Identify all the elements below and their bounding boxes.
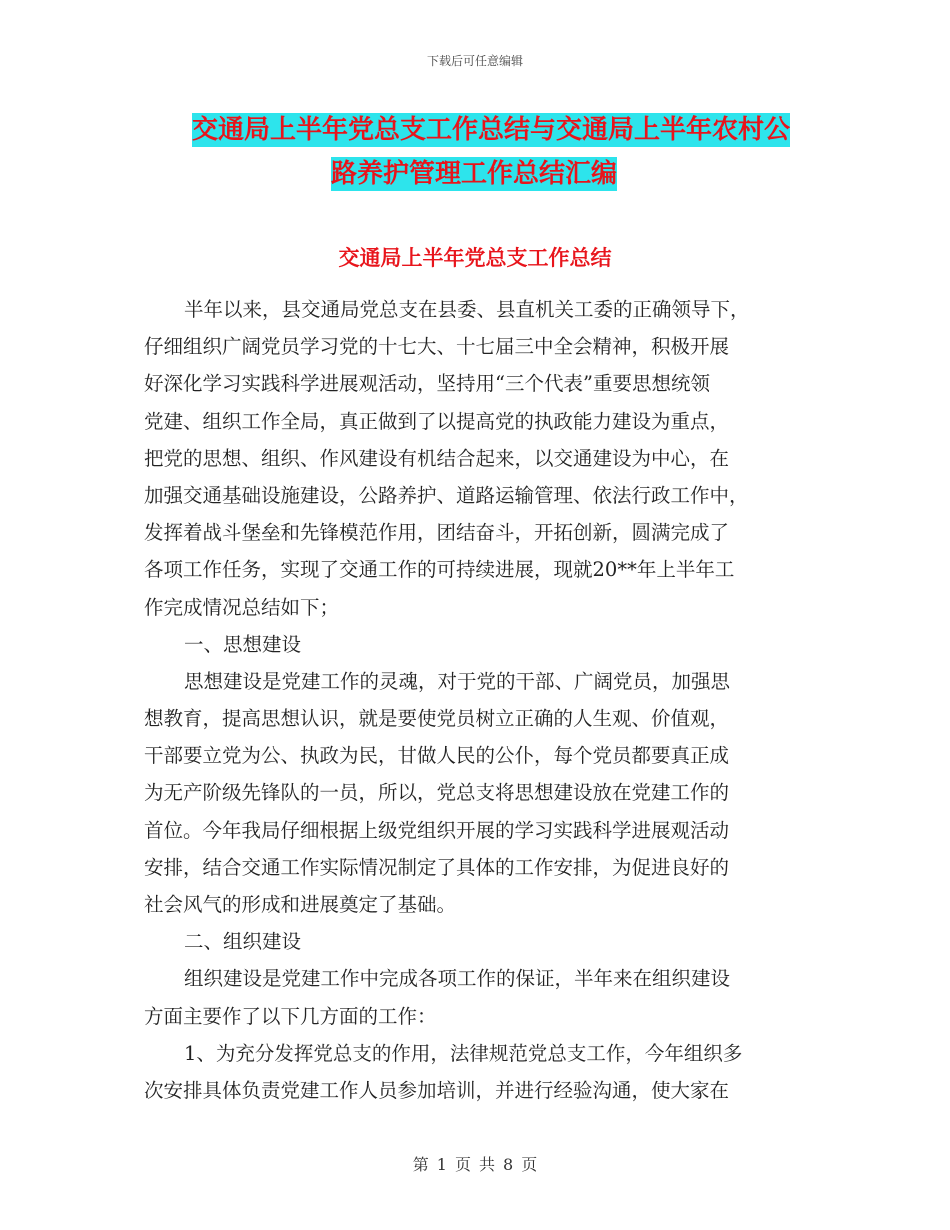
body-line: 为无产阶级先锋队的一员，所以，党总支将思想建设放在党建工作的	[144, 781, 730, 805]
title-line-1	[150, 108, 800, 152]
body-line: 次安排具体负责党建工作人员参加培训，并进行经验沟通，使大家在	[144, 1078, 730, 1102]
body-line: 1、为充分发挥党总支的作用，法律规范党总支工作，今年组织多	[184, 1041, 743, 1065]
body-line: 作完成情况总结如下；	[144, 595, 340, 619]
section-title: 交通局上半年党总支工作总结	[338, 246, 612, 270]
title-line-1-text: 交通局上半年党总支工作总结与交通局上半年农村公	[192, 115, 791, 145]
body-line: 组织建设是党建工作中完成各项工作的保证，半年来在组织建设	[184, 967, 731, 991]
body-line: 方面主要作了以下几方面的工作：	[144, 1004, 437, 1028]
header-note: 下载后可任意编辑	[426, 54, 523, 68]
section-heading: 一、思想建设	[184, 632, 302, 656]
body-line: 安排，结合交通工作实际情况制定了具体的工作安排，为促进良好的	[144, 855, 730, 879]
body-line: 加强交通基础设施建设，公路养护、道路运输管理、依法行政工作中，	[144, 483, 749, 507]
body-line: 半年以来，县交通局党总支在县委、县直机关工委的正确领导下，	[184, 298, 750, 321]
footer-suffix: 页	[521, 1155, 538, 1174]
body-line: 把党的思想、组织、作风建设有机结合起来，以交通建设为中心，在	[144, 446, 730, 470]
body-line: 首位。今年我局仔细根据上级党组织开展的学习实践科学进展观活动	[144, 818, 730, 842]
page-number: 1	[436, 1155, 447, 1174]
body-line: 想教育，提高思想认识，就是要使党员树立正确的人生观、价值观，	[144, 707, 730, 731]
document-title	[150, 108, 800, 196]
body-text	[144, 291, 808, 1109]
footer-page-word: 页	[454, 1155, 471, 1174]
body-line: 各项工作任务，实现了交通工作的可持续进展，现就20**年上半年工	[144, 558, 735, 582]
title-line-2-text: 路养护管理工作总结汇编	[331, 159, 618, 189]
footer-prefix: 第	[412, 1155, 429, 1174]
body-line: 好深化学习实践科学进展观活动，坚持用“三个代表”重要思想统领	[144, 372, 710, 396]
body-line: 干部要立党为公、执政为民，甘做人民的公仆，每个党员都要真正成	[144, 744, 730, 768]
total-pages: 8	[503, 1155, 514, 1174]
footer-total-word: 共	[479, 1155, 496, 1174]
page-footer	[0, 1154, 950, 1176]
body-line: 发挥着战斗堡垒和先锋模范作用，团结奋斗，开拓创新，圆满完成了	[144, 521, 730, 545]
body-line: 党建、组织工作全局，真正做到了以提高党的执政能力建设为重点，	[144, 409, 730, 433]
body-line: 社会风气的形成和进展奠定了基础。	[144, 893, 457, 916]
body-line: 思想建设是党建工作的灵魂，对于党的干部、广阔党员，加强思	[184, 669, 731, 693]
body-line: 仔细组织广阔党员学习党的十七大、十七届三中全会精神，积极开展	[144, 335, 730, 359]
title-line-2	[150, 152, 800, 196]
section-heading: 二、组织建设	[184, 930, 302, 954]
